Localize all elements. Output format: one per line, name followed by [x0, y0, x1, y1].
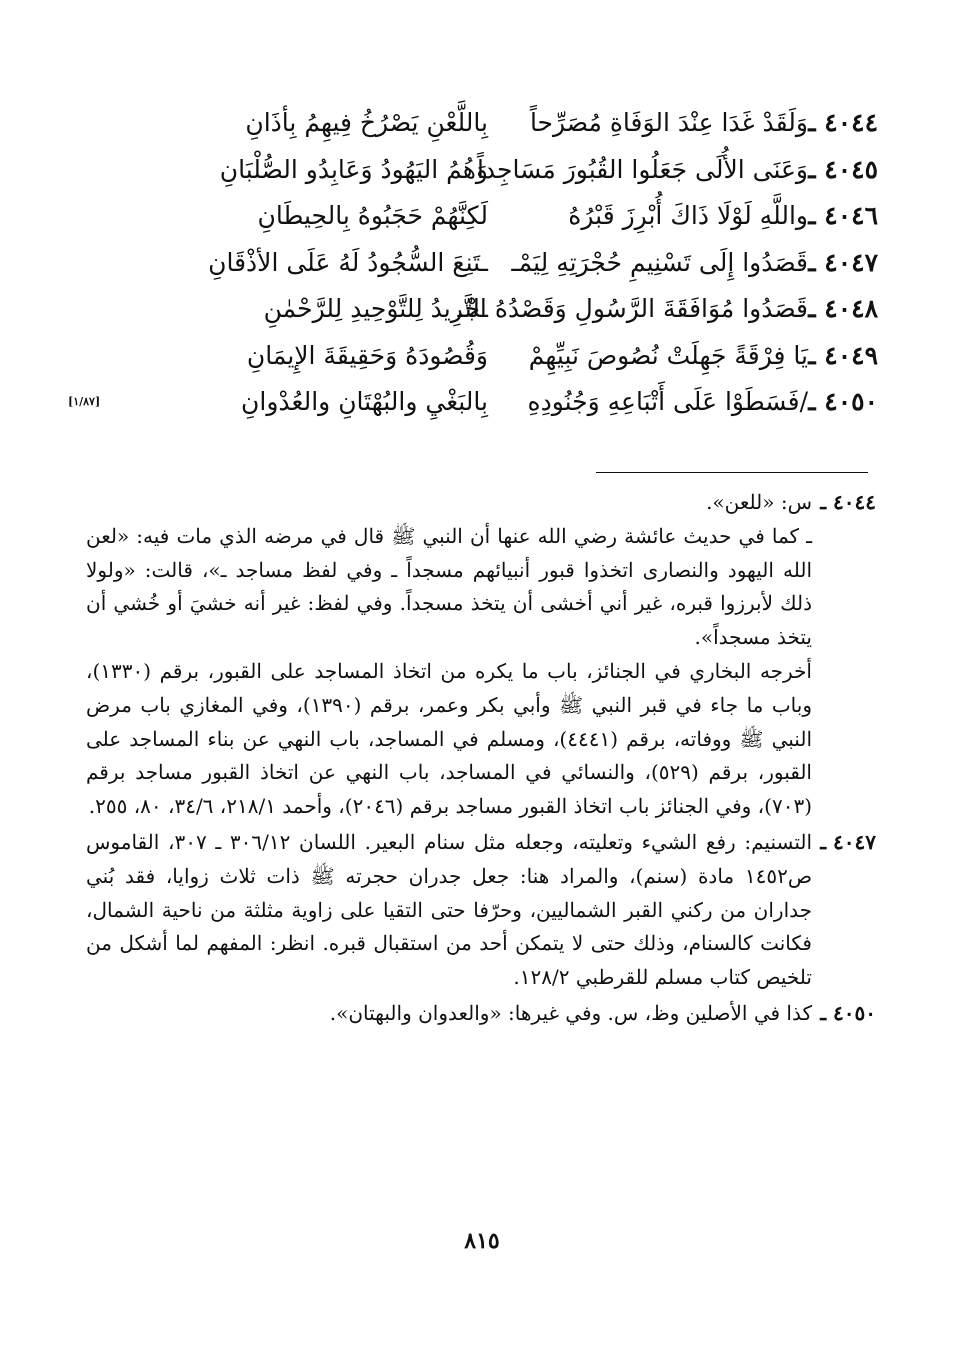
verse-number: ٤٠٤٦ ـ [808, 201, 878, 230]
page-number: ٨١٥ [464, 1228, 500, 1254]
verse-number: ٤٠٤٨ ـ [808, 294, 878, 323]
verse-row [68, 333, 878, 380]
verse-number: ٤٠٤٩ ـ [808, 340, 878, 370]
footnote-paragraph: ـ كما في حديث عائشة رضي الله عنها أن النبي ﷺ قال في مرضه الذي مات فيه: «لعن الله اليهود والنصارى اتخذوا قبور أنبيائهم مسجداً ـ وفي لفظ مساجد ـ»، قالت: «ولولا ذلك لأبرزوا قبره، غير أني أخشى أن يتخذ مسجداً. وفي لفظ: غير أنه خشيَ أو خُشي أن يتخذ مسجداً». [86, 523, 812, 650]
verse-first-hemistich: واللَّهِ لَوْلَا ذَاكَ أُبْرِزَ قَبْرُهُ [568, 201, 808, 230]
footnote [86, 997, 876, 1031]
footnote-number: ٤٠٤٧ ـ [820, 829, 876, 854]
verse-first-hemistich: يَا فِرْقَةً جَهِلَتْ نُصُوصَ نَبِيِّهِمْ [528, 340, 808, 370]
footnote-paragraph: كذا في الأصلين وظ، س. وفي غيرها: «والعدوان والبهتان». [329, 1000, 812, 1025]
footnote-paragraph: أخرجه البخاري في الجنائز، باب ما يكره من اتخاذ المساجد على القبور، برقم (١٣٣٠)، وباب ما جاء في قبر النبي ﷺ وأبي بكر وعمر، برقم (١٣٩٠)، وفي المغازي باب مرض النبي ﷺ ووفاته، برقم (٤٤٤١)، ومسلم في المساجد، باب النهي عن بناء المساجد على القبور، برقم (٥٢٩)، والنسائي في المساجد، باب النهي عن اتخاذ القبور مساجد برقم (٧٠٣)، وفي الجنائز باب اتخاذ القبور مساجد برقم (٢٠٤٦)، وأحمد ٢١٨/١، ٣٤/٦، ٨٠، ٢٥٥. [86, 658, 812, 819]
verse-row [68, 147, 878, 194]
verse-number: ٤٠٥٠ ـ [808, 387, 878, 416]
footnote-number: ٤٠٤٤ ـ [820, 490, 876, 514]
verse-row [68, 379, 878, 426]
footnote-paragraph: التسنيم: رفع الشيء وتعليته، وجعله مثل سنام البعير. اللسان ٣٠٦/١٢ ـ ٣٠٧، القاموس ص١٤٥٢ مادة (سنم)، والمراد هنا: جعل جدران حجرته ﷺ ذات ثلاث زوايا، فقد بُني جداران من ركني القبر الشماليين، وحرّفا حتى التقيا على زاوية مثلثة من ناحية الشمال، فكانت كالسنام، وذلك حتى لا يتمكن أحد من استقبال قبره. انظر: المفهم لما أشكل من تلخيص كتاب مسلم للقرطبي ١٢٨/٢. [86, 829, 813, 990]
verse-number: ٤٠٤٥ ـ [808, 154, 878, 184]
verse-second-hemistich: ـجْرِيدُ لِلتَّوْحِيدِ لِلرَّحْمٰنِ [263, 294, 488, 323]
verse-row [68, 193, 878, 240]
footnote-paragraph: س: «للعن». [706, 490, 812, 514]
footnote-number: ٤٠٥٠ ـ [820, 1000, 876, 1025]
verse-first-hemistich: وَلَقَدْ غَدَا عِنْدَ الوَفَاةِ مُصَرِّحاً [529, 108, 808, 137]
verse-row [68, 286, 878, 333]
verse-second-hemistich: لَكِنَّهُمْ حَجَبُوهُ بِالحِيطَانِ [257, 201, 488, 230]
footnote-body [86, 826, 812, 995]
footnotes [86, 486, 876, 1033]
footnote-body [86, 486, 812, 824]
verse-first-hemistich: /فَسَطَوْا عَلَى أَتْبَاعِهِ وَجُنُودِهِ [527, 387, 808, 416]
verse-number: ٤٠٤٧ ـ [808, 247, 878, 277]
verse-first-hemistich: قَصَدُوا مُوَافَقَةَ الرَّسُولِ وَقَصْدُهُ التَّـ [457, 294, 808, 323]
verse-second-hemistich: بِالبَغْيِ والبُهْتَانِ والعُدْوانِ [241, 387, 488, 416]
verse-second-hemistich: وَقُصُودَهُ وَحَقِيقَةَ الإِيمَانِ [246, 340, 488, 370]
verse-second-hemistich: وَهُمُ اليَهُودُ وَعَابِدُو الصُّلْبَانِ [219, 154, 488, 184]
verse-number: ٤٠٤٤ ـ [808, 108, 878, 137]
verse-first-hemistich: قَصَدُوا إِلَى تَسْنِيمِ حُجْرَتِهِ لِيَمْـ [511, 247, 808, 277]
verse-first-hemistich: وَعَنَى الأُلَى جَعَلُوا القُبُورَ مَسَاجِداً [476, 154, 808, 184]
footnote [86, 826, 876, 995]
footnote-divider [596, 472, 868, 473]
manuscript-folio-ref: [١/٨٧] [68, 395, 101, 408]
verse-second-hemistich: بِاللَّعْنِ يَصْرُخُ فِيهِمُ بِأذَانِ [245, 108, 488, 137]
verse-row [68, 240, 878, 287]
poem-verses [68, 100, 878, 426]
verse-row [68, 100, 878, 147]
footnote [86, 486, 876, 824]
verse-second-hemistich: ـتَنِعَ السُّجُودُ لَهُ عَلَى الأذْقَانِ [208, 247, 488, 277]
footnote-body [86, 997, 812, 1031]
